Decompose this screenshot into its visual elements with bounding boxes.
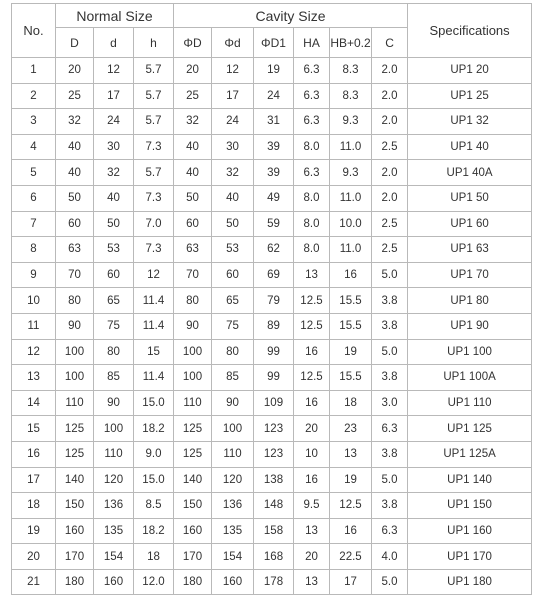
- cell-d: 110: [94, 441, 134, 467]
- cell-HB: 9.3: [330, 160, 372, 186]
- cell-specification: UP1 60: [408, 211, 532, 237]
- cell-h: 5.7: [134, 83, 174, 109]
- cell-D: 100: [56, 365, 94, 391]
- table-row: [12, 544, 532, 570]
- cell-phi-d: 90: [212, 390, 254, 416]
- cell-HA: 12.5: [294, 288, 330, 314]
- cell-C: 2.5: [372, 237, 408, 263]
- table-row: [12, 518, 532, 544]
- cell-phi-D: 100: [174, 365, 212, 391]
- cell-phi-D1: 148: [254, 493, 294, 519]
- cell-phi-d: 50: [212, 211, 254, 237]
- cell-no: 6: [12, 185, 56, 211]
- cell-specification: UP1 125A: [408, 441, 532, 467]
- cell-phi-D1: 19: [254, 58, 294, 84]
- cell-h: 5.7: [134, 109, 174, 135]
- table-row: [12, 134, 532, 160]
- cell-h: 18.2: [134, 518, 174, 544]
- cell-phi-D: 160: [174, 518, 212, 544]
- cell-C: 6.3: [372, 518, 408, 544]
- cell-phi-D: 32: [174, 109, 212, 135]
- cell-d: 160: [94, 569, 134, 595]
- cell-HA: 16: [294, 390, 330, 416]
- cell-phi-D: 50: [174, 185, 212, 211]
- cell-HA: 8.0: [294, 237, 330, 263]
- cell-d: 154: [94, 544, 134, 570]
- cell-HB: 15.5: [330, 313, 372, 339]
- cell-h: 11.4: [134, 288, 174, 314]
- table-header: [12, 4, 532, 58]
- cell-phi-D: 63: [174, 237, 212, 263]
- cell-phi-d: 17: [212, 83, 254, 109]
- cell-phi-D1: 49: [254, 185, 294, 211]
- cell-phi-D1: 89: [254, 313, 294, 339]
- cell-phi-d: 160: [212, 569, 254, 595]
- cell-h: 15.0: [134, 467, 174, 493]
- cell-D: 170: [56, 544, 94, 570]
- cell-phi-d: 120: [212, 467, 254, 493]
- cell-no: 16: [12, 441, 56, 467]
- cell-HB: 10.0: [330, 211, 372, 237]
- cell-specification: UP1 80: [408, 288, 532, 314]
- cell-D: 110: [56, 390, 94, 416]
- cell-h: 7.3: [134, 237, 174, 263]
- cell-HA: 20: [294, 544, 330, 570]
- cell-HB: 13: [330, 441, 372, 467]
- cell-specification: UP1 25: [408, 83, 532, 109]
- cell-specification: UP1 180: [408, 569, 532, 595]
- cell-phi-d: 136: [212, 493, 254, 519]
- sub-header-phi-D: ΦD: [174, 28, 212, 58]
- cell-specification: UP1 63: [408, 237, 532, 263]
- table-row: [12, 58, 532, 84]
- cell-phi-D: 20: [174, 58, 212, 84]
- cell-HB: 19: [330, 339, 372, 365]
- sub-header-d: d: [94, 28, 134, 58]
- cell-D: 32: [56, 109, 94, 135]
- cell-d: 12: [94, 58, 134, 84]
- cell-D: 20: [56, 58, 94, 84]
- cell-HA: 13: [294, 518, 330, 544]
- cell-h: 8.5: [134, 493, 174, 519]
- cell-phi-D: 125: [174, 441, 212, 467]
- cell-HA: 20: [294, 416, 330, 442]
- cell-phi-d: 24: [212, 109, 254, 135]
- cell-HA: 9.5: [294, 493, 330, 519]
- cell-phi-d: 40: [212, 185, 254, 211]
- cell-HA: 12.5: [294, 365, 330, 391]
- cell-phi-d: 32: [212, 160, 254, 186]
- cell-HA: 8.0: [294, 211, 330, 237]
- cell-HA: 8.0: [294, 185, 330, 211]
- cell-d: 120: [94, 467, 134, 493]
- cell-specification: UP1 140: [408, 467, 532, 493]
- cell-HB: 19: [330, 467, 372, 493]
- table-row: [12, 262, 532, 288]
- cell-specification: UP1 100A: [408, 365, 532, 391]
- sub-header-phi-D1: ΦD1: [254, 28, 294, 58]
- table-row: [12, 109, 532, 135]
- cell-phi-D: 150: [174, 493, 212, 519]
- cell-C: 5.0: [372, 339, 408, 365]
- cell-HA: 13: [294, 569, 330, 595]
- cell-HB: 16: [330, 262, 372, 288]
- cell-specification: UP1 70: [408, 262, 532, 288]
- cell-d: 80: [94, 339, 134, 365]
- cell-phi-D1: 24: [254, 83, 294, 109]
- cell-phi-D1: 138: [254, 467, 294, 493]
- header-group-row: [12, 4, 532, 28]
- cell-specification: UP1 170: [408, 544, 532, 570]
- cell-HA: 12.5: [294, 313, 330, 339]
- cell-phi-D: 100: [174, 339, 212, 365]
- table-body: [12, 58, 532, 595]
- cell-specification: UP1 125: [408, 416, 532, 442]
- cell-HA: 6.3: [294, 58, 330, 84]
- cell-C: 5.0: [372, 569, 408, 595]
- cell-phi-D: 110: [174, 390, 212, 416]
- cell-C: 2.0: [372, 58, 408, 84]
- cell-h: 11.4: [134, 365, 174, 391]
- cell-phi-d: 12: [212, 58, 254, 84]
- cell-D: 63: [56, 237, 94, 263]
- cell-HB: 17: [330, 569, 372, 595]
- cell-no: 10: [12, 288, 56, 314]
- cell-specification: UP1 150: [408, 493, 532, 519]
- cell-d: 32: [94, 160, 134, 186]
- table-row: [12, 83, 532, 109]
- cell-HB: 23: [330, 416, 372, 442]
- spec-table-container: [11, 3, 531, 595]
- cell-no: 8: [12, 237, 56, 263]
- cell-C: 3.8: [372, 313, 408, 339]
- cell-h: 12.0: [134, 569, 174, 595]
- cell-D: 40: [56, 134, 94, 160]
- sub-header-C: C: [372, 28, 408, 58]
- cell-D: 90: [56, 313, 94, 339]
- cell-phi-D: 125: [174, 416, 212, 442]
- cell-h: 5.7: [134, 160, 174, 186]
- cell-phi-D1: 158: [254, 518, 294, 544]
- cell-no: 18: [12, 493, 56, 519]
- cell-phi-D: 40: [174, 134, 212, 160]
- cell-HB: 12.5: [330, 493, 372, 519]
- cell-C: 2.5: [372, 211, 408, 237]
- cell-phi-D: 180: [174, 569, 212, 595]
- cell-phi-D: 70: [174, 262, 212, 288]
- cell-C: 2.0: [372, 83, 408, 109]
- cell-no: 13: [12, 365, 56, 391]
- cell-specification: UP1 100: [408, 339, 532, 365]
- table-row: [12, 441, 532, 467]
- cell-C: 3.8: [372, 365, 408, 391]
- cell-d: 100: [94, 416, 134, 442]
- table-row: [12, 160, 532, 186]
- cell-d: 40: [94, 185, 134, 211]
- cell-no: 3: [12, 109, 56, 135]
- cell-h: 18.2: [134, 416, 174, 442]
- cell-C: 5.0: [372, 467, 408, 493]
- cell-phi-D1: 168: [254, 544, 294, 570]
- cell-d: 65: [94, 288, 134, 314]
- cell-phi-d: 60: [212, 262, 254, 288]
- table-row: [12, 493, 532, 519]
- cell-D: 25: [56, 83, 94, 109]
- cell-phi-D: 60: [174, 211, 212, 237]
- cell-phi-d: 154: [212, 544, 254, 570]
- cell-HB: 18: [330, 390, 372, 416]
- cell-phi-D1: 99: [254, 365, 294, 391]
- table-row: [12, 569, 532, 595]
- cell-phi-D1: 31: [254, 109, 294, 135]
- cell-no: 14: [12, 390, 56, 416]
- cell-D: 60: [56, 211, 94, 237]
- cell-HA: 6.3: [294, 160, 330, 186]
- cell-d: 90: [94, 390, 134, 416]
- cell-D: 100: [56, 339, 94, 365]
- table-row: [12, 185, 532, 211]
- cell-no: 5: [12, 160, 56, 186]
- cell-phi-D: 140: [174, 467, 212, 493]
- sub-header-phi-d: Φd: [212, 28, 254, 58]
- cell-HA: 16: [294, 339, 330, 365]
- cell-h: 7.0: [134, 211, 174, 237]
- cavity-size-header: Cavity Size: [174, 4, 408, 28]
- cell-D: 70: [56, 262, 94, 288]
- cell-HB: 16: [330, 518, 372, 544]
- cell-HB: 11.0: [330, 134, 372, 160]
- table-row: [12, 237, 532, 263]
- cell-phi-D1: 62: [254, 237, 294, 263]
- cell-specification: UP1 20: [408, 58, 532, 84]
- cell-phi-d: 30: [212, 134, 254, 160]
- cell-no: 21: [12, 569, 56, 595]
- cell-no: 11: [12, 313, 56, 339]
- cell-h: 5.7: [134, 58, 174, 84]
- cell-phi-d: 80: [212, 339, 254, 365]
- cell-phi-d: 75: [212, 313, 254, 339]
- cell-C: 3.8: [372, 493, 408, 519]
- cell-no: 15: [12, 416, 56, 442]
- cell-h: 15: [134, 339, 174, 365]
- cell-d: 30: [94, 134, 134, 160]
- cell-phi-D: 25: [174, 83, 212, 109]
- cell-C: 2.5: [372, 134, 408, 160]
- cell-HB: 8.3: [330, 83, 372, 109]
- cell-specification: UP1 32: [408, 109, 532, 135]
- cell-D: 80: [56, 288, 94, 314]
- cell-phi-D1: 123: [254, 416, 294, 442]
- cell-d: 24: [94, 109, 134, 135]
- cell-d: 135: [94, 518, 134, 544]
- cell-no: 9: [12, 262, 56, 288]
- cell-no: 17: [12, 467, 56, 493]
- cell-specification: UP1 110: [408, 390, 532, 416]
- cell-D: 140: [56, 467, 94, 493]
- sub-header-HA: HA: [294, 28, 330, 58]
- cell-phi-D1: 123: [254, 441, 294, 467]
- cell-phi-D: 90: [174, 313, 212, 339]
- cell-phi-D1: 79: [254, 288, 294, 314]
- cell-no: 12: [12, 339, 56, 365]
- cell-phi-d: 53: [212, 237, 254, 263]
- table-row: [12, 416, 532, 442]
- cell-phi-D: 80: [174, 288, 212, 314]
- cell-specification: UP1 50: [408, 185, 532, 211]
- cell-HB: 15.5: [330, 288, 372, 314]
- cell-D: 180: [56, 569, 94, 595]
- cell-C: 3.8: [372, 441, 408, 467]
- cell-specification: UP1 40: [408, 134, 532, 160]
- cell-HB: 22.5: [330, 544, 372, 570]
- cell-h: 9.0: [134, 441, 174, 467]
- cell-specification: UP1 40A: [408, 160, 532, 186]
- cell-phi-D1: 59: [254, 211, 294, 237]
- seal-dimension-table: [11, 3, 532, 595]
- cell-phi-D1: 178: [254, 569, 294, 595]
- cell-h: 7.3: [134, 185, 174, 211]
- cell-d: 75: [94, 313, 134, 339]
- table-row: [12, 313, 532, 339]
- cell-phi-D1: 109: [254, 390, 294, 416]
- cell-HA: 8.0: [294, 134, 330, 160]
- cell-no: 19: [12, 518, 56, 544]
- sub-header-HB: HB+0.2: [330, 28, 372, 58]
- cell-phi-D: 170: [174, 544, 212, 570]
- sub-header-D: D: [56, 28, 94, 58]
- cell-d: 136: [94, 493, 134, 519]
- cell-phi-d: 85: [212, 365, 254, 391]
- cell-d: 85: [94, 365, 134, 391]
- cell-phi-D1: 99: [254, 339, 294, 365]
- cell-d: 60: [94, 262, 134, 288]
- cell-h: 7.3: [134, 134, 174, 160]
- sub-header-h: h: [134, 28, 174, 58]
- cell-HA: 10: [294, 441, 330, 467]
- cell-D: 150: [56, 493, 94, 519]
- cell-phi-D1: 69: [254, 262, 294, 288]
- table-row: [12, 339, 532, 365]
- cell-D: 50: [56, 185, 94, 211]
- cell-HB: 8.3: [330, 58, 372, 84]
- cell-HB: 15.5: [330, 365, 372, 391]
- cell-C: 4.0: [372, 544, 408, 570]
- cell-D: 160: [56, 518, 94, 544]
- cell-d: 17: [94, 83, 134, 109]
- cell-C: 6.3: [372, 416, 408, 442]
- cell-HB: 9.3: [330, 109, 372, 135]
- cell-specification: UP1 160: [408, 518, 532, 544]
- cell-D: 125: [56, 441, 94, 467]
- cell-h: 12: [134, 262, 174, 288]
- cell-C: 2.0: [372, 160, 408, 186]
- cell-phi-D1: 39: [254, 134, 294, 160]
- cell-HA: 6.3: [294, 109, 330, 135]
- cell-no: 4: [12, 134, 56, 160]
- cell-phi-d: 110: [212, 441, 254, 467]
- table-row: [12, 211, 532, 237]
- cell-no: 7: [12, 211, 56, 237]
- cell-no: 20: [12, 544, 56, 570]
- cell-h: 15.0: [134, 390, 174, 416]
- table-row: [12, 365, 532, 391]
- cell-no: 1: [12, 58, 56, 84]
- cell-phi-D: 40: [174, 160, 212, 186]
- cell-C: 3.0: [372, 390, 408, 416]
- specifications-header: Specifications: [408, 4, 532, 58]
- cell-d: 53: [94, 237, 134, 263]
- cell-D: 125: [56, 416, 94, 442]
- cell-C: 5.0: [372, 262, 408, 288]
- cell-HA: 6.3: [294, 83, 330, 109]
- cell-phi-D1: 39: [254, 160, 294, 186]
- table-row: [12, 467, 532, 493]
- cell-HB: 11.0: [330, 185, 372, 211]
- cell-phi-d: 100: [212, 416, 254, 442]
- cell-HA: 13: [294, 262, 330, 288]
- cell-D: 40: [56, 160, 94, 186]
- cell-phi-d: 135: [212, 518, 254, 544]
- cell-h: 11.4: [134, 313, 174, 339]
- cell-h: 18: [134, 544, 174, 570]
- cell-d: 50: [94, 211, 134, 237]
- cell-C: 3.8: [372, 288, 408, 314]
- cell-HB: 11.0: [330, 237, 372, 263]
- table-row: [12, 288, 532, 314]
- table-row: [12, 390, 532, 416]
- normal-size-header: Normal Size: [56, 4, 174, 28]
- cell-C: 2.0: [372, 185, 408, 211]
- cell-phi-d: 65: [212, 288, 254, 314]
- column-no-header: No.: [12, 4, 56, 58]
- cell-HA: 16: [294, 467, 330, 493]
- cell-C: 2.0: [372, 109, 408, 135]
- cell-specification: UP1 90: [408, 313, 532, 339]
- cell-no: 2: [12, 83, 56, 109]
